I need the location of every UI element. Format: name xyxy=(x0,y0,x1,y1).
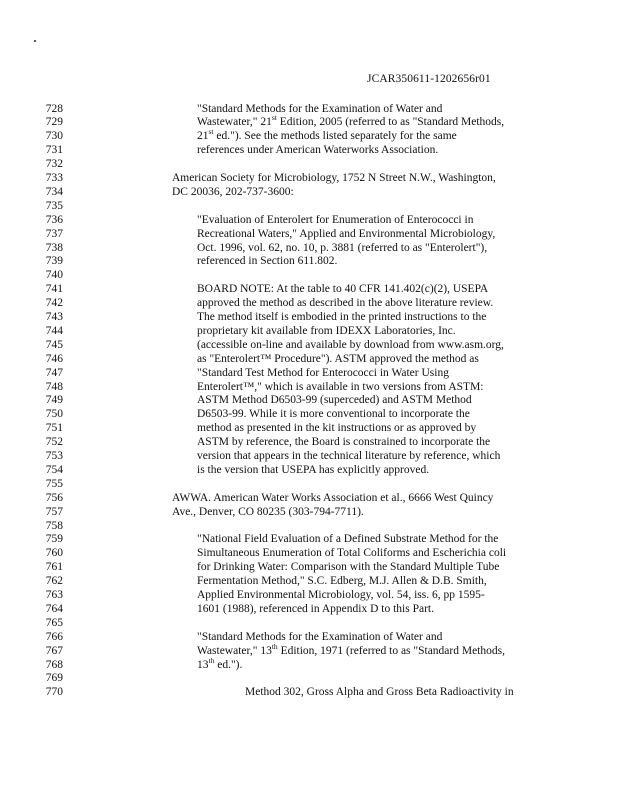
text-line xyxy=(0,366,618,380)
line-number: 740 xyxy=(45,269,63,282)
text-line xyxy=(0,519,618,533)
line-number: 748 xyxy=(45,380,63,393)
line-text: Wastewater," 13th Edition, 1971 (referred to as "Standard Methods, xyxy=(197,641,505,657)
document-id: JCAR350611-1202656r01 xyxy=(367,73,491,85)
line-text: (accessible on-line and available by download from www.asm.org, xyxy=(197,338,504,351)
line-number: 764 xyxy=(45,602,63,615)
line-number: 747 xyxy=(45,366,63,379)
line-number: 745 xyxy=(45,338,63,351)
line-number: 765 xyxy=(45,616,63,629)
text-line xyxy=(0,241,618,255)
text-line xyxy=(0,199,618,213)
line-number: 730 xyxy=(45,130,63,143)
text-line xyxy=(0,268,618,282)
line-number: 734 xyxy=(45,185,63,198)
text-line xyxy=(0,435,618,449)
text-line xyxy=(0,616,618,630)
text-line xyxy=(0,407,618,421)
line-text: Recreational Waters," Applied and Environmental Microbiology, xyxy=(197,227,496,240)
line-text: method as presented in the kit instructions or as approved by xyxy=(197,422,477,435)
line-number: 741 xyxy=(45,283,63,296)
text-line xyxy=(0,671,618,685)
line-text: is the version that USEPA has explicitly approved. xyxy=(197,463,430,476)
line-number: 743 xyxy=(45,311,63,323)
line-number: 763 xyxy=(45,589,63,601)
line-number: 761 xyxy=(45,561,63,574)
text-line xyxy=(0,213,618,227)
line-text: Method 302, Gross Alpha and Gross Beta Radioactivity in xyxy=(245,686,514,699)
text-line xyxy=(0,574,618,588)
text-line xyxy=(0,380,618,394)
text-line xyxy=(0,449,618,463)
line-text: Ave., Denver, CO 80235 (303-794-7711). xyxy=(172,505,364,518)
text-line xyxy=(0,352,618,366)
text-line xyxy=(0,102,618,116)
line-number: 744 xyxy=(45,324,63,337)
line-text: Fermentation Method," S.C. Edberg, M.J. Allen & D.B. Smith, xyxy=(197,575,487,588)
line-number: 758 xyxy=(45,519,63,532)
text-line xyxy=(0,310,618,324)
line-number: 753 xyxy=(45,450,63,462)
line-text: approved the method as described in the above literature review. xyxy=(197,297,494,310)
line-text: "Evaluation of Enterolert for Enumeration of Enterococci in xyxy=(197,213,474,226)
text-line xyxy=(0,282,618,296)
line-number: 756 xyxy=(45,491,63,504)
line-number: 739 xyxy=(45,255,63,268)
line-number: 732 xyxy=(45,158,63,171)
line-text: ASTM by reference, the Board is constrained to incorporate the xyxy=(197,436,491,449)
line-number: 770 xyxy=(45,686,63,699)
line-text: referenced in Section 611.802. xyxy=(197,255,338,268)
line-number: 759 xyxy=(45,533,63,546)
text-line xyxy=(0,532,618,546)
line-text: proprietary kit available from IDEXX Laboratories, Inc. xyxy=(197,324,456,337)
line-number: 750 xyxy=(45,408,63,421)
text-line xyxy=(0,143,618,157)
line-text: 1601 (1988), referenced in Appendix D to this Part. xyxy=(197,602,434,615)
line-number: 736 xyxy=(45,213,63,226)
text-line xyxy=(0,630,618,644)
line-text: "Standard Methods for the Examination of Water and xyxy=(197,630,443,643)
line-number: 752 xyxy=(45,436,63,449)
line-number: 755 xyxy=(45,477,63,490)
line-text: as "Enterolert™ Procedure"). ASTM approved the method as xyxy=(197,352,479,365)
text-line xyxy=(0,254,618,268)
line-number: 733 xyxy=(45,172,63,184)
line-number: 749 xyxy=(45,394,63,407)
line-number: 768 xyxy=(45,658,63,671)
line-text: AWWA. American Water Works Association et al., 6666 West Quincy xyxy=(172,491,494,504)
line-text: The method itself is embodied in the printed instructions to the xyxy=(197,311,487,323)
text-line xyxy=(0,393,618,407)
text-line xyxy=(0,588,618,602)
line-text: ASTM Method D6503-99 (superceded) and ASTM Method xyxy=(197,394,472,407)
line-number: 737 xyxy=(45,227,63,240)
line-text: references under American Waterworks Association. xyxy=(197,144,439,157)
line-number: 746 xyxy=(45,352,63,365)
line-number: 731 xyxy=(45,144,63,157)
line-number: 762 xyxy=(45,575,63,588)
text-line xyxy=(0,324,618,338)
line-number: 757 xyxy=(45,505,63,518)
scan-speck xyxy=(34,40,36,42)
line-text: version that appears in the technical literature by reference, which xyxy=(197,450,501,462)
line-number: 735 xyxy=(45,199,63,212)
text-line xyxy=(0,477,618,491)
line-text: 21st ed."). See the methods listed separately for the same xyxy=(197,127,457,143)
line-text: 13th ed."). xyxy=(197,655,243,671)
line-number: 728 xyxy=(45,102,63,115)
line-text: Wastewater," 21st Edition, 2005 (referred to as "Standard Methods, xyxy=(197,113,505,129)
text-line xyxy=(0,171,618,185)
text-line xyxy=(0,641,618,658)
text-line xyxy=(0,157,618,171)
line-text: for Drinking Water: Comparison with the Standard Multiple Tube xyxy=(197,561,500,574)
line-text: DC 20036, 202-737-3600: xyxy=(172,185,294,198)
text-line xyxy=(0,421,618,435)
line-text: D6503-99. While it is more conventional to incorporate the xyxy=(197,408,470,421)
text-line xyxy=(0,491,618,505)
text-line xyxy=(0,505,618,519)
text-line xyxy=(0,546,618,560)
text-line xyxy=(0,185,618,199)
text-line xyxy=(0,227,618,241)
text-line xyxy=(0,338,618,352)
text-line xyxy=(0,560,618,574)
line-text: "National Field Evaluation of a Defined Substrate Method for the xyxy=(197,533,499,546)
line-number: 767 xyxy=(45,644,63,657)
line-text: BOARD NOTE: At the table to 40 CFR 141.402(c)(2), USEPA xyxy=(197,283,489,296)
line-number: 738 xyxy=(45,241,63,254)
text-line xyxy=(0,685,618,699)
line-number: 729 xyxy=(45,116,63,129)
text-line xyxy=(0,655,618,672)
line-number: 742 xyxy=(45,297,63,310)
line-number: 769 xyxy=(45,672,63,685)
text-line xyxy=(0,463,618,477)
line-number: 754 xyxy=(45,463,63,476)
line-text: "Standard Test Method for Enterococci in Water Using xyxy=(197,366,449,379)
text-line xyxy=(0,115,618,129)
text-line xyxy=(0,296,618,310)
line-number: 766 xyxy=(45,630,63,643)
line-text: Simultaneous Enumeration of Total Coliforms and Escherichia coli xyxy=(197,547,507,560)
line-text: American Society for Microbiology, 1752 N Street N.W., Washington, xyxy=(172,172,496,184)
line-text: Enterolert™," which is available in two versions from ASTM: xyxy=(197,380,484,393)
line-number: 751 xyxy=(45,422,63,435)
line-number: 760 xyxy=(45,547,63,560)
line-text: Oct. 1996, vol. 62, no. 10, p. 3881 (referred to as "Enterolert"), xyxy=(197,241,488,254)
line-text: Applied Environmental Microbiology, vol. 54, iss. 6, pp 1595- xyxy=(197,589,485,601)
text-line xyxy=(0,129,618,143)
line-text: "Standard Methods for the Examination of Water and xyxy=(197,102,443,115)
text-line xyxy=(0,602,618,616)
